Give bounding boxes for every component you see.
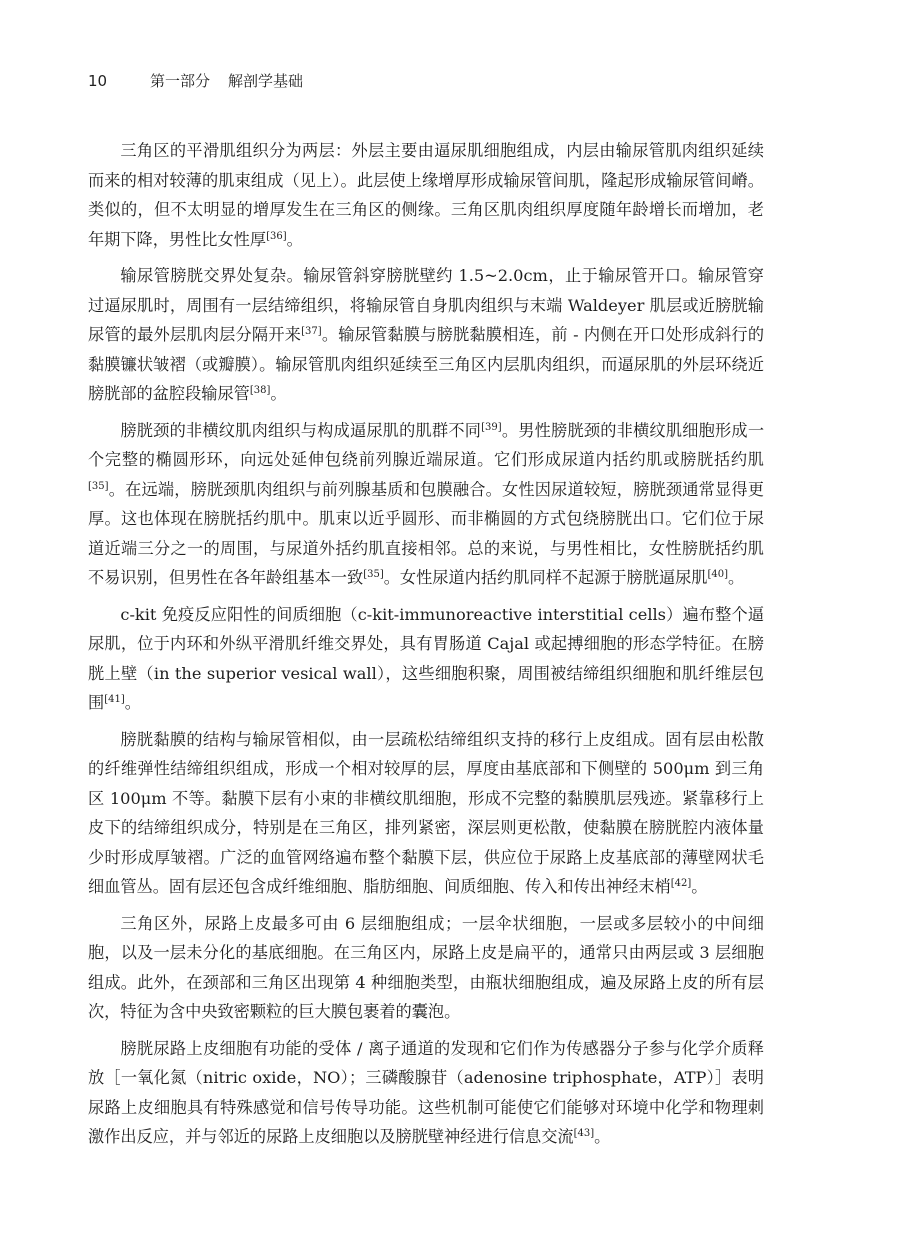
paragraph-text: 。 — [691, 877, 708, 896]
body-text — [88, 136, 764, 1159]
paragraph-text: 。在远端，膀胱颈肌肉组织与前列腺基质和包膜融合。女性因尿道较短，膀胱颈通常显得更厚。这也体现在膀胱括约肌中。肌束以近乎圆形、而非椭圆的方式包绕膀胱出口。它们位于尿道近端三分之一的周围，与尿道外括约肌直接相邻。总的来说，与男性相比，女性膀胱括约肌不易识别，但男性在各年龄组基本一致 — [88, 479, 764, 587]
paragraph-text: 。 — [270, 384, 287, 403]
paragraph-text: 。男性膀胱颈的非横纹肌细胞形成一个完整的椭圆形环，向远处延伸包绕前列腺近端尿道。它们形成尿道内括约肌或膀胱括约肌 — [88, 420, 765, 469]
citation-ref: [40] — [707, 569, 728, 580]
paragraph-text: 。女性尿道内括约肌同样不起源于膀胱逼尿肌 — [383, 568, 708, 587]
chapter-title: 解剖学基础 — [228, 72, 304, 90]
paragraph-text: 。 — [594, 1127, 611, 1146]
paragraph-text: 。 — [286, 229, 303, 249]
paragraph — [88, 136, 764, 254]
paragraph-text: c-kit 免疫反应阳性的间质细胞（c-kit-immunoreactive interstitial cells）遍布整个逼尿肌，位于内环和外纵平滑肌纤维交界处，具有胃肠道 Cajal 或起搏细胞的形态学特征。在膀胱上壁（in the superior vesical wall），这些细胞积聚，周围被结缔组织细胞和肌纤维层包围 — [88, 604, 764, 712]
paragraph — [88, 1034, 764, 1152]
citation-ref: [41] — [104, 694, 125, 705]
paragraph-text: 膀胱黏膜的结构与输尿管相似，由一层疏松结缔组织支持的移行上皮组成。固有层由松散的纤维弹性结缔组织组成，形成一个相对较厚的层，厚度由基底部和下侧壁的 500μm 到三角区 100μm 不等。黏膜下层有小束的非横纹肌细胞，形成不完整的黏膜肌层残迹。紧靠移行上皮下的结缔组织成分，特别是在三角区，排列紧密，深层则更松散，使黏膜在膀胱腔内液体量少时形成厚皱褶。广泛的血管网络遍布整个黏膜下层，供应位于尿路上皮基底部的薄壁网状毛细血管丛。固有层还包含成纤维细胞、脂肪细胞、间质细胞、传入和传出神经末梢 — [88, 729, 764, 896]
citation-ref: [35] — [363, 569, 384, 580]
citation-ref: [39] — [481, 421, 502, 433]
paragraph — [88, 909, 764, 1027]
paragraph-text: 输尿管膀胱交界处复杂。输尿管斜穿膀胱壁约 1.5~2.0cm，止于输尿管开口。输尿管穿过逼尿肌时，周围有一层结缔组织，将输尿管自身肌肉组织与末端 Waldeyer 肌层或近膀胱输尿管的最外层肌肉层分隔开来 — [88, 266, 764, 344]
part-title: 第一部分 — [150, 72, 211, 90]
paragraph — [88, 725, 764, 902]
paragraph-text: 三角区的平滑肌组织分为两层：外层主要由逼尿肌细胞组成，内层由输尿管肌肉组织延续而来的相对较薄的肌束组成（见上）。此层使上缘增厚形成输尿管间肌，隆起形成输尿管间嵴。类似的，但不太明显的增厚发生在三角区的侧缘。三角区肌肉组织厚度随年龄增长而增加，老年期下降，男性比女性厚 — [88, 141, 764, 249]
page-header — [88, 70, 321, 91]
paragraph — [88, 261, 764, 409]
citation-ref: [37] — [301, 326, 322, 337]
citation-ref: [42] — [670, 878, 692, 889]
paragraph-text: 膀胱尿路上皮细胞有功能的受体 / 离子通道的发现和它们作为传感器分子参与化学介质释放［一氧化氮（nitric oxide，NO）；三磷酸腺苷（adenosine triphosphate，ATP）］表明尿路上皮细胞具有特殊感觉和信号传导功能。这些机制可能使它们能够对环境中化学和物理刺激作出反应，并与邻近的尿路上皮细胞以及膀胱壁神经进行信息交流 — [88, 1038, 764, 1146]
paragraph-text: 膀胱颈的非横纹肌肉组织与构成逼尿肌的肌群不同 — [120, 420, 482, 440]
citation-ref: [36] — [266, 230, 287, 242]
paragraph — [88, 416, 764, 593]
paragraph-text: 。输尿管黏膜与膀胱黏膜相连，前 - 内侧在开口处形成斜行的黏膜镰状皱褶（或瓣膜）。输尿管肌肉组织延续至三角区内层肌肉组织，而逼尿肌的外层环绕近膀胱部的盆腔段输尿管 — [88, 325, 765, 403]
citation-ref: [38] — [249, 385, 271, 396]
paragraph — [88, 600, 764, 718]
paragraph-text: 。 — [124, 693, 141, 712]
citation-ref: [43] — [573, 1128, 595, 1139]
page-number: 10 — [88, 72, 108, 90]
paragraph-text: 。 — [728, 568, 745, 587]
paragraph-text: 三角区外，尿路上皮最多可由 6 层细胞组成；一层伞状细胞，一层或多层较小的中间细胞，以及一层未分化的基底细胞。在三角区内，尿路上皮是扁平的，通常只由两层或 3 层细胞组成。此外，在颈部和三角区出现第 4 种细胞类型，由瓶状细胞组成，遍及尿路上皮的所有层次，特征为含中央致密颗粒的巨大膜包裹着的囊泡。 — [88, 913, 764, 1021]
citation-ref: [35] — [88, 480, 109, 492]
